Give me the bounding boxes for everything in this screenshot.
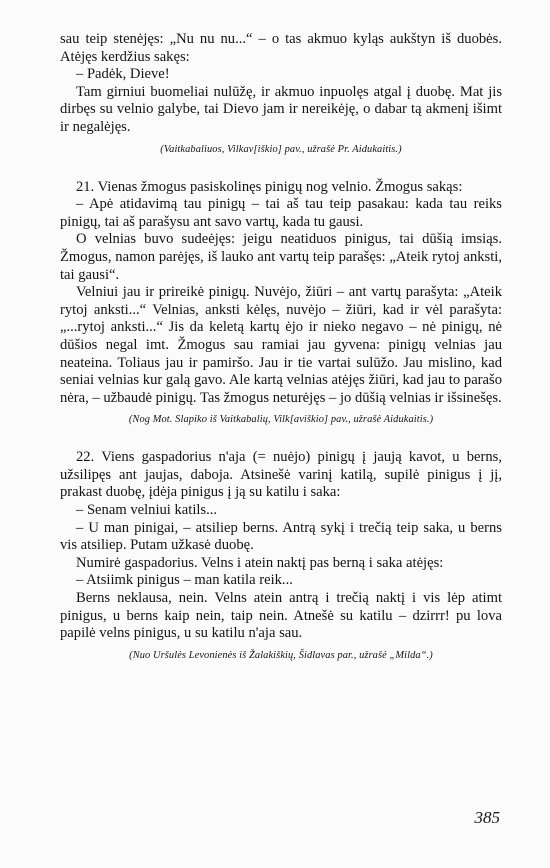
story-22-dialogue: – Atsiimk pinigus – man katila reik... bbox=[76, 572, 293, 589]
story-22-dialogue: – U man pinigai, – atsiliep berns. Antrą sykį i trečią teip saka, u berns vis atsiliep. Putam užkasė duobę. bbox=[60, 519, 502, 554]
story-21-dialogue: – Apė atidavimą tau pinigų – tai aš tau teip pasakau: kada tau reiks pinigų, tai aš parašysu ant savo vartų, kada tu gausi. bbox=[60, 196, 502, 230]
source-note-3: (Nuo Uršulės Levonienės iš Žalakiškių, Šidlavas par., užrašė „Milda“.) bbox=[129, 649, 433, 661]
story-22-paragraph: Berns neklausa, nein. Velns atein antrą i trečią naktį i vis lėp atimt pinigus, u berns kaip nein, taip nein. Atnešė su katilu – dzirrr! pu lova papilė velns pinigus, u su katilu n'aja sau. bbox=[60, 590, 502, 642]
story-22-paragraph: Numirė gaspadorius. Velns i atein naktį pas berną i saka atėjęs: bbox=[76, 554, 444, 571]
text-block bbox=[60, 31, 502, 663]
paragraph-continued: sau teip stenėjęs: „Nu nu nu...“ – o tas akmuo kyląs aukštyn iš duobės. Atėjęs kerdžius sakęs: bbox=[60, 31, 502, 65]
story-21-paragraph-long: Velniui jau ir prireikė pinigų. Nuvėjo, žiūri – ant vartų parašyta: „Ateik rytoj anksti...“ Velnias, anksti kėlęs, nuvėjo – žiūri, kad ir vėl parašyta: „...rytoj anksti...“ Jis da keletą kartų ėjo ir nieko negavo – nė pinigų, nė dūšios negal imt. Žmogus sau ramiai jau gyvena: pinigų velnias jau neateina. Toliaus jau ir pamiršo. Jau ir tie vartai sulūžo. Jau mislino, kad seniai velnias kur galą gavo. Ale kartą velnias atėjęs žiūri, kad jau to parašo nėra, – užbaudė pinigų. Tas žmogus neturėjęs – jo dūšią velnias ir išsinešęs. bbox=[60, 284, 502, 406]
story-21-paragraph: O velnias buvo sudeėjęs: jeigu neatiduos pinigus, tai dūšią imsiąs. Žmogus, namon parėjęs, iš lauko ant vartų teip parašęs: „Ateik rytoj anksti, tai gausi“. bbox=[60, 231, 502, 283]
source-note-1: (Vaitkabaliuos, Vilkav[iškio] pav., užrašė Pr. Aidukaitis.) bbox=[160, 143, 402, 155]
section-gap bbox=[60, 157, 502, 179]
story-22-opening: 22. Viens gaspadorius n'aja (= nuėjo) pinigų į jaują kavot, u berns, užsilipęs ant jaujas, daboja. Atsinešė varinį katilą, supilė pinigus į jį, prakast duobę, įdėja pinigus į ją su katilu i saka: bbox=[60, 449, 502, 501]
page-number: 385 bbox=[474, 808, 500, 827]
story-21-opening: 21. Vienas žmogus pasiskolinęs pinigų nog velnio. Žmogus sakąs: bbox=[76, 178, 463, 195]
section-gap bbox=[60, 427, 502, 449]
story-22-dialogue: – Senam velniui katils... bbox=[76, 502, 218, 519]
paragraph-exclamation: – Padėk, Dieve! bbox=[76, 66, 170, 83]
paragraph-conclusion: Tam girniui buomeliai nulūžę, ir akmuo inpuolęs atgal į duobę. Mat jis dirbęs su velnio galybe, tai Dievo jam ir nereikėję, o dabar tą akmenį išimt ir negalėjęs. bbox=[60, 83, 502, 135]
source-note-2: (Nog Mot. Slapiko iš Vaitkabalių, Vilk[aviškio] pav., užrašė Aidukaitis.) bbox=[128, 414, 434, 426]
